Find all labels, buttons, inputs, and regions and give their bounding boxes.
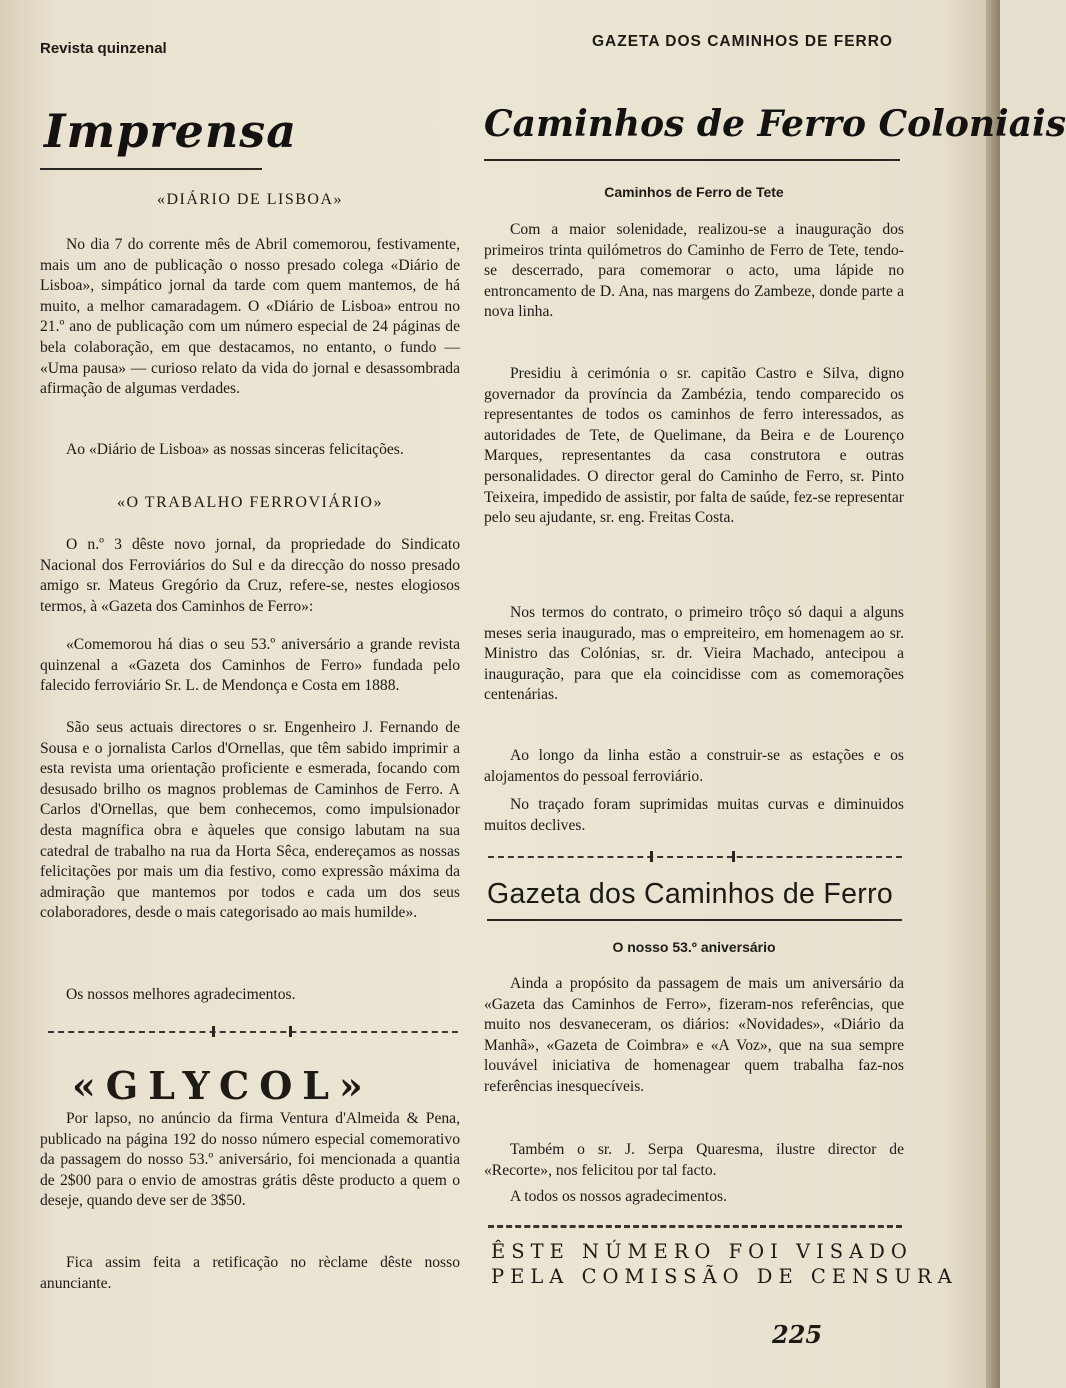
right-separator-mark: [732, 851, 735, 862]
coloniais-banner: Caminhos de Ferro Coloniais: [484, 103, 1066, 145]
tete-paragraph-1: Com a maior solenidade, realizou-se a inauguração dos primeiros trinta quilómetros do Caminho de Ferro de Tete, tendo-se descerrado, para comemorar o acto, uma lápide no entroncamento de D. Ana, nas margens do Zambeze, donde parte a nova linha.: [484, 221, 904, 321]
right-separator-mark: [650, 851, 653, 862]
trabalho-paragraph-4: Os nossos melhores agradecimentos.: [66, 986, 296, 1003]
diario-title: «DIÁRIO DE LISBOA»: [156, 191, 344, 208]
tete-paragraph-3: Nos termos do contrato, o primeiro trôço só daqui a alguns meses seria inaugurado, mas o empreiteiro, em homenagem ao sr. Ministro das Colónias, sr. dr. Vieira Machado, antecipou a inauguração, para que ela coincidisse com as comemorações centenárias.: [484, 604, 904, 704]
left-separator-mark: [212, 1026, 215, 1037]
gazeta-paragraph-3: A todos os nossos agradecimentos.: [510, 1188, 727, 1205]
trabalho-title: «O TRABALHO FERROVIÁRIO»: [117, 494, 383, 511]
trabalho-paragraph-3: São seus actuais directores o sr. Engenheiro J. Fernando de Sousa e o jornalista Carlos d'Ornellas, que têm sabido imprimir a esta revista uma orientação proficiente e esmerada, focando com desusado brilho os magnos problemas de Caminhos de Ferro. A Carlos d'Ornellas, que bem conhecemos, como impulsionador desta magnífica obra e àqueles que consigo labutam na sua catedral de trabalho na rua da Horta Sêca, endereçamos as nossas felicitações por mais um dia festivo, como expressão máxima da admiração que mantemos por todos e cada um dos seus colaboradores, desde o mais categorisado ao mais humilde».: [40, 719, 460, 922]
gazeta-subtitle: O nosso 53.º aniversário: [612, 939, 776, 955]
imprensa-underline: [40, 168, 262, 170]
tete-title: Caminhos de Ferro de Tete: [604, 184, 784, 200]
censura-line-2: PELA COMISSÃO DE CENSURA: [491, 1265, 958, 1288]
right-separator: [488, 856, 902, 858]
gazeta-banner: Gazeta dos Caminhos de Ferro: [487, 878, 894, 910]
coloniais-underline: [484, 159, 900, 161]
left-separator-mark: [289, 1026, 292, 1037]
left-separator: [48, 1031, 458, 1033]
page-number: 225: [772, 1320, 823, 1349]
censura-separator: [488, 1225, 902, 1228]
glycol-paragraph-2: Fica assim feita a retificação no rèclame dêste nosso anunciante.: [40, 1254, 460, 1292]
tete-paragraph-2: Presidiu à cerimónia o sr. capitão Castro e Silva, digno governador da província da Zambézia, tendo comparecido os representantes de todos os caminhos de ferro interessados, as autoridades de Tete, de Quelimane, da Beira e de Lourenço Marques, representantes da casa construtora e outras personalidades. O director geral do Caminho de Ferro, sr. Pinto Teixeira, impedido de assistir, por falta de saúde, fez-se representar pelo seu ajudante, sr. eng. Freitas Costa.: [484, 365, 904, 527]
running-header-right: GAZETA DOS CAMINHOS DE FERRO: [592, 33, 893, 50]
trabalho-paragraph-1: O n.º 3 dêste novo jornal, da propriedade do Sindicato Nacional dos Ferroviários do Sul e da direcção do nosso presado amigo sr. Mateus Gregório da Cruz, refere-se, nestes elogiosos termos, à «Gazeta dos Caminhos de Ferro»:: [40, 536, 460, 615]
tete-paragraph-5: No traçado foram suprimidas muitas curvas e diminuidos muitos declives.: [484, 796, 904, 834]
gazeta-paragraph-1: Ainda a propósito da passagem de mais um aniversário da «Gazeta das Caminhos de Ferro», fizeram-nos referências, que muito nos desvaneceram, os diários: «Novidades», «Diário da Manhã», «Gazeta de Coimbra» e «A Voz», que na sua sempre louvável iniciativa de homenagear quem trabalha faz-nos referências inesquecíveis.: [484, 975, 904, 1095]
binding-spine: [986, 0, 1000, 1388]
diario-paragraph-2: Ao «Diário de Lisboa» as nossas sinceras felicitações.: [66, 441, 404, 458]
running-header-left: Revista quinzenal: [40, 40, 167, 57]
gazeta-underline: [487, 919, 902, 921]
gazeta-paragraph-2: Também o sr. J. Serpa Quaresma, ilustre director de «Recorte», nos felicitou por tal facto.: [484, 1141, 904, 1179]
diario-paragraph-1: No dia 7 do corrente mês de Abril comemorou, festivamente, mais um ano de publicação o nosso presado colega «Diário de Lisboa», simpático jornal da tarde com quem mantemos, de há muito, a melhor camaradagem. O «Diário de Lisboa» entrou no 21.º ano de publicação com um número especial de 24 páginas de bela colaboração, em que destacamos, no entanto, o fundo — «Uma pausa» — curioso relato da vida do jornal e desassombrada afirmação de algumas verdades.: [40, 236, 460, 398]
glycol-title: «GLYCOL»: [72, 1063, 373, 1108]
tete-paragraph-4: Ao longo da linha estão a construir-se as estações e os alojamentos do pessoal ferroviário.: [484, 747, 904, 785]
imprensa-banner: Imprensa: [44, 104, 298, 158]
trabalho-paragraph-2: «Comemorou há dias o seu 53.º aniversário a grande revista quinzenal a «Gazeta dos Caminhos de Ferro» fundada pelo falecido ferroviário Sr. L. de Mendonça e Costa em 1888.: [40, 636, 460, 695]
censura-line-1: ÊSTE NÚMERO FOI VISADO: [491, 1240, 913, 1263]
glycol-paragraph-1: Por lapso, no anúncio da firma Ventura d'Almeida & Pena, publicado na página 192 do nosso número especial comemorativo da passagem do nosso 53.º aniversário, foi mencionada a quantia de 2$00 para o envio de amostras grátis dêste producto a quem o deseje, quando deve ser de 3$50.: [40, 1110, 460, 1210]
